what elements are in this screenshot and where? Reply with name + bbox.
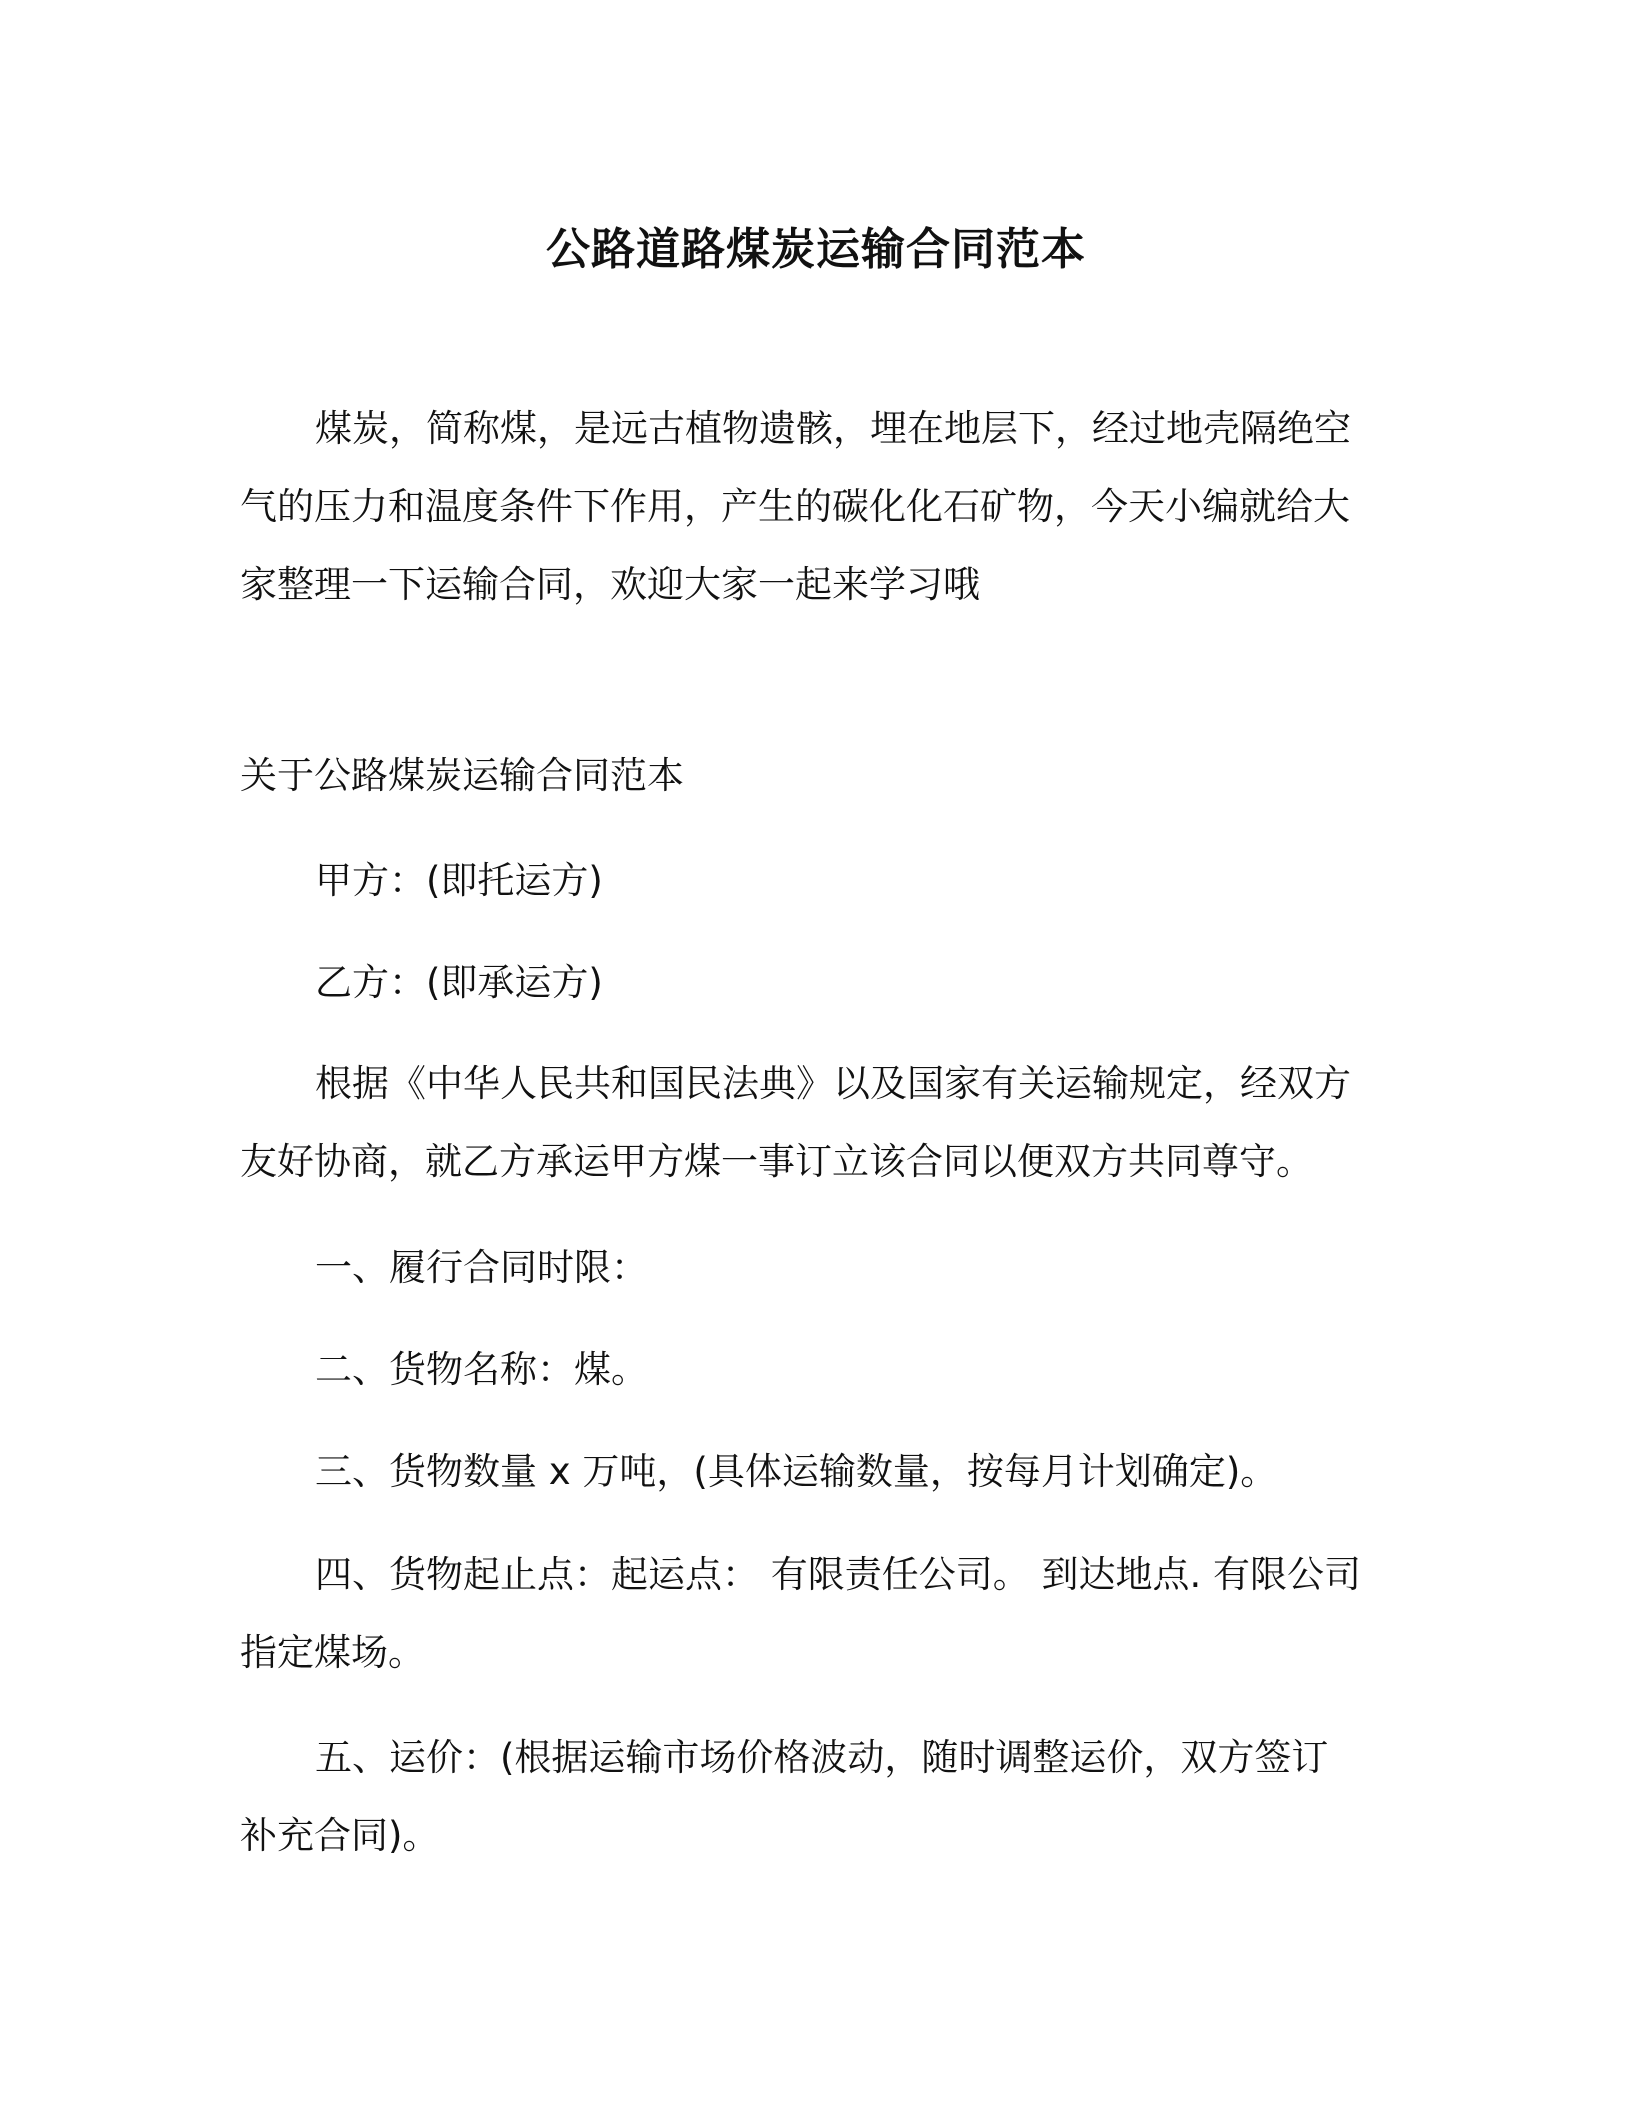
clause-4: 四、货物起止点：起运点： 有限责任公司。 到达地点. 有限公司指定煤场。 bbox=[240, 1553, 1362, 1674]
clause-5: 五、运价：(根据运输市场价格波动，随时调整运价，双方签订补充合同)。 bbox=[240, 1736, 1329, 1857]
document-title: 公路道路煤炭运输合同范本 bbox=[546, 224, 1086, 275]
clause-1: 一、履行合同时限： bbox=[315, 1246, 648, 1289]
clause-2: 二、货物名称：煤。 bbox=[315, 1348, 648, 1391]
section-heading: 关于公路煤炭运输合同范本 bbox=[240, 754, 684, 797]
preamble-paragraph: 根据《中华人民共和国民法典》以及国家有关运输规定，经双方友好协商，就乙方承运甲方煤一事订立该合同以便双方共同尊守。 bbox=[240, 1062, 1351, 1183]
clause-3: 三、货物数量 x 万吨，(具体运输数量，按每月计划确定)。 bbox=[315, 1450, 1278, 1493]
party-a-line: 甲方：(即托运方) bbox=[315, 859, 603, 902]
intro-paragraph: 煤炭，简称煤，是远古植物遗骸，埋在地层下，经过地壳隔绝空气的压力和温度条件下作用，产生的碳化化石矿物，今天小编就给大家整理一下运输合同，欢迎大家一起来学习哦 bbox=[240, 407, 1351, 606]
party-b-line: 乙方：(即承运方) bbox=[315, 961, 603, 1004]
